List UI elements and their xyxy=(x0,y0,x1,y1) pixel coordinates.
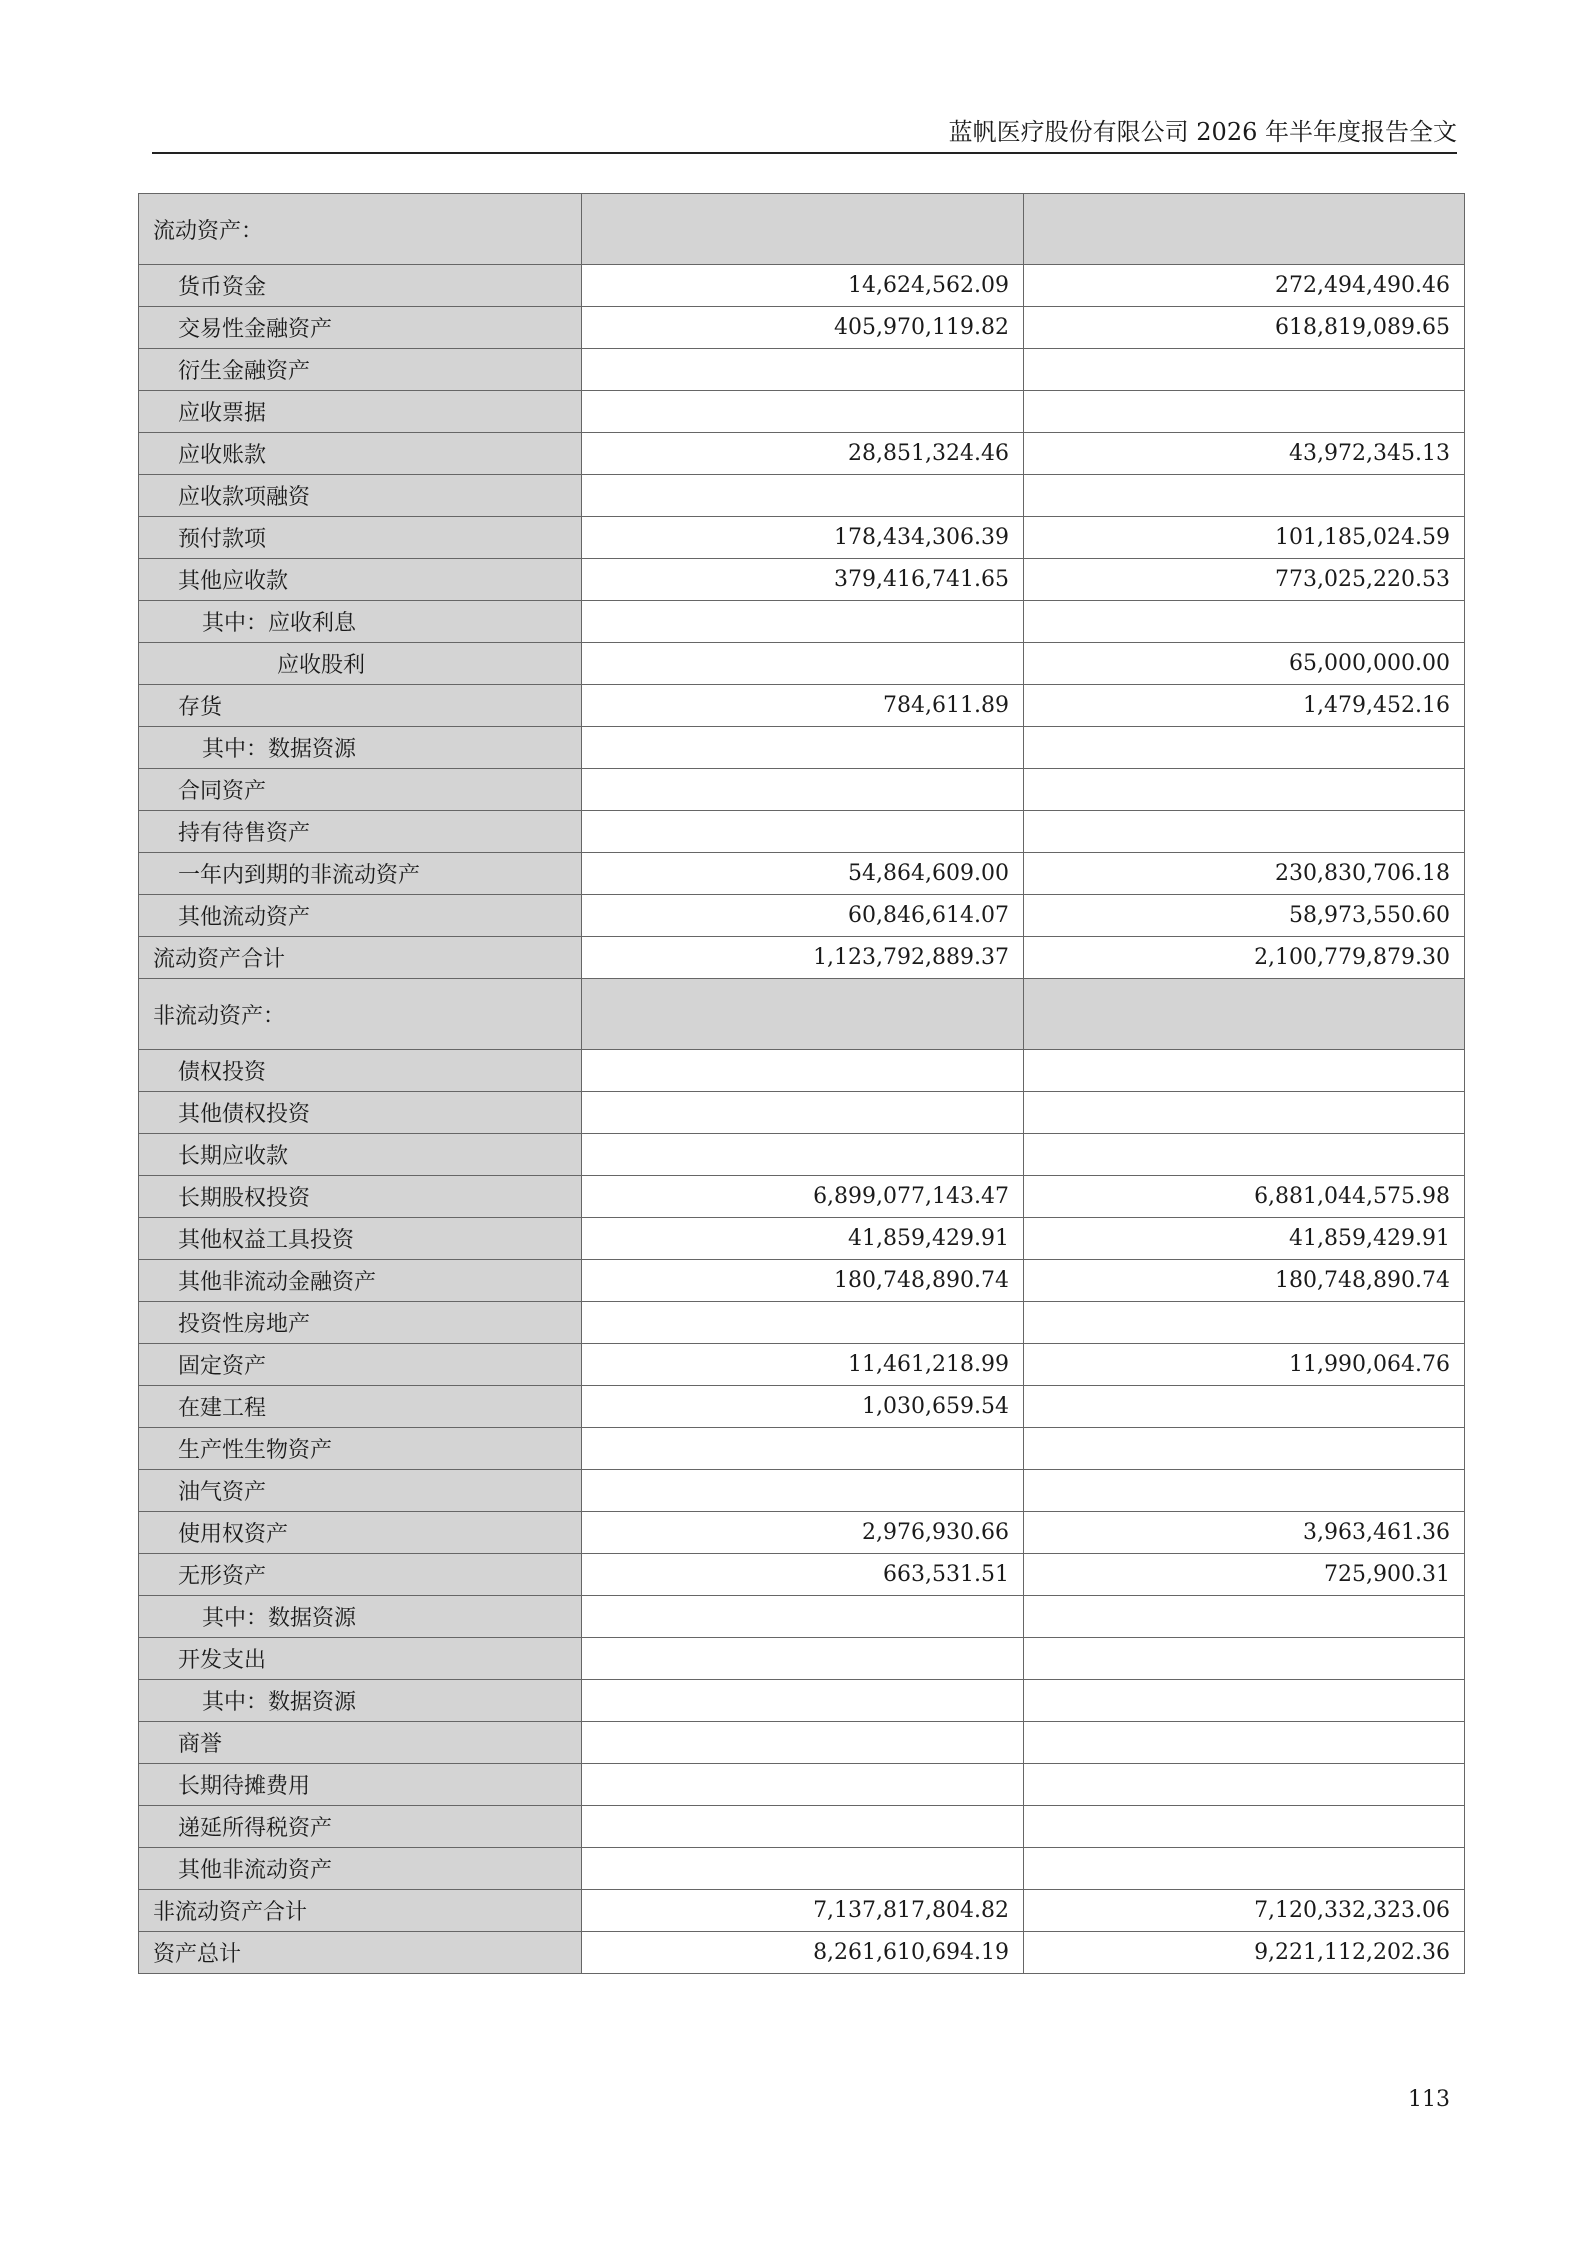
current-period-value xyxy=(582,391,1024,433)
row-label: 资产总计 xyxy=(139,1932,582,1974)
row-label: 合同资产 xyxy=(139,769,582,811)
table-row xyxy=(139,811,1465,853)
current-period-value: 405,970,119.82 xyxy=(582,307,1024,349)
current-period-value xyxy=(582,1302,1024,1344)
current-period-value xyxy=(582,1428,1024,1470)
current-period-value xyxy=(582,1680,1024,1722)
prior-period-value xyxy=(1024,979,1465,1050)
table-row xyxy=(139,1176,1465,1218)
table-row xyxy=(139,265,1465,307)
page-number: 113 xyxy=(1408,2087,1450,2112)
table-row xyxy=(139,1260,1465,1302)
current-period-value xyxy=(582,643,1024,685)
prior-period-value: 58,973,550.60 xyxy=(1024,895,1465,937)
row-label: 流动资产： xyxy=(139,194,582,265)
table-row xyxy=(139,1344,1465,1386)
row-label: 应收账款 xyxy=(139,433,582,475)
row-label: 开发支出 xyxy=(139,1638,582,1680)
section-header-row xyxy=(139,194,1465,265)
table-row xyxy=(139,1470,1465,1512)
row-label: 生产性生物资产 xyxy=(139,1428,582,1470)
row-label: 投资性房地产 xyxy=(139,1302,582,1344)
prior-period-value: 1,479,452.16 xyxy=(1024,685,1465,727)
row-label: 无形资产 xyxy=(139,1554,582,1596)
table-row xyxy=(139,517,1465,559)
row-label: 债权投资 xyxy=(139,1050,582,1092)
section-header-row xyxy=(139,979,1465,1050)
prior-period-value: 6,881,044,575.98 xyxy=(1024,1176,1465,1218)
current-period-value xyxy=(582,1470,1024,1512)
prior-period-value xyxy=(1024,727,1465,769)
prior-period-value: 180,748,890.74 xyxy=(1024,1260,1465,1302)
row-label: 流动资产合计 xyxy=(139,937,582,979)
row-label: 预付款项 xyxy=(139,517,582,559)
prior-period-value xyxy=(1024,1428,1465,1470)
row-label: 商誉 xyxy=(139,1722,582,1764)
row-label: 在建工程 xyxy=(139,1386,582,1428)
prior-period-value xyxy=(1024,475,1465,517)
table-row xyxy=(139,1050,1465,1092)
prior-period-value: 7,120,332,323.06 xyxy=(1024,1890,1465,1932)
row-label: 递延所得税资产 xyxy=(139,1806,582,1848)
prior-period-value: 41,859,429.91 xyxy=(1024,1218,1465,1260)
prior-period-value xyxy=(1024,391,1465,433)
row-label: 其他应收款 xyxy=(139,559,582,601)
prior-period-value xyxy=(1024,1302,1465,1344)
prior-period-value: 101,185,024.59 xyxy=(1024,517,1465,559)
current-period-value: 663,531.51 xyxy=(582,1554,1024,1596)
table-row xyxy=(139,1554,1465,1596)
table-row xyxy=(139,685,1465,727)
current-period-value xyxy=(582,1764,1024,1806)
table-row xyxy=(139,769,1465,811)
prior-period-value: 2,100,779,879.30 xyxy=(1024,937,1465,979)
table-row xyxy=(139,559,1465,601)
current-period-value: 1,030,659.54 xyxy=(582,1386,1024,1428)
row-label: 固定资产 xyxy=(139,1344,582,1386)
current-period-value xyxy=(582,1050,1024,1092)
row-label: 其他流动资产 xyxy=(139,895,582,937)
prior-period-value xyxy=(1024,1806,1465,1848)
current-period-value: 784,611.89 xyxy=(582,685,1024,727)
table-row xyxy=(139,1302,1465,1344)
row-label: 其中：数据资源 xyxy=(139,727,582,769)
current-period-value xyxy=(582,1134,1024,1176)
table-row xyxy=(139,1428,1465,1470)
prior-period-value: 618,819,089.65 xyxy=(1024,307,1465,349)
table-row xyxy=(139,433,1465,475)
table-row xyxy=(139,643,1465,685)
prior-period-value xyxy=(1024,769,1465,811)
row-label: 长期待摊费用 xyxy=(139,1764,582,1806)
table-row xyxy=(139,307,1465,349)
row-label: 其中：数据资源 xyxy=(139,1680,582,1722)
current-period-value: 1,123,792,889.37 xyxy=(582,937,1024,979)
current-period-value xyxy=(582,1596,1024,1638)
row-label: 非流动资产合计 xyxy=(139,1890,582,1932)
table-row xyxy=(139,1638,1465,1680)
table-row xyxy=(139,1596,1465,1638)
row-label: 衍生金融资产 xyxy=(139,349,582,391)
row-label: 使用权资产 xyxy=(139,1512,582,1554)
total-row xyxy=(139,1932,1465,1974)
current-period-value xyxy=(582,194,1024,265)
current-period-value xyxy=(582,1722,1024,1764)
table-row xyxy=(139,895,1465,937)
table-row xyxy=(139,853,1465,895)
current-period-value xyxy=(582,349,1024,391)
balance-sheet-body xyxy=(139,194,1465,1974)
current-period-value: 41,859,429.91 xyxy=(582,1218,1024,1260)
prior-period-value xyxy=(1024,1764,1465,1806)
prior-period-value: 65,000,000.00 xyxy=(1024,643,1465,685)
current-period-value: 54,864,609.00 xyxy=(582,853,1024,895)
prior-period-value xyxy=(1024,1050,1465,1092)
current-period-value: 28,851,324.46 xyxy=(582,433,1024,475)
prior-period-value: 773,025,220.53 xyxy=(1024,559,1465,601)
current-period-value xyxy=(582,811,1024,853)
current-period-value: 6,899,077,143.47 xyxy=(582,1176,1024,1218)
prior-period-value xyxy=(1024,1722,1465,1764)
current-period-value: 2,976,930.66 xyxy=(582,1512,1024,1554)
document-header-title: 蓝帆医疗股份有限公司 2026 年半年度报告全文 xyxy=(948,118,1457,146)
table-row xyxy=(139,349,1465,391)
prior-period-value: 230,830,706.18 xyxy=(1024,853,1465,895)
row-label: 货币资金 xyxy=(139,265,582,307)
row-label: 其他债权投资 xyxy=(139,1092,582,1134)
table-row xyxy=(139,601,1465,643)
prior-period-value xyxy=(1024,1386,1465,1428)
row-label: 应收票据 xyxy=(139,391,582,433)
row-label: 交易性金融资产 xyxy=(139,307,582,349)
table-row xyxy=(139,1218,1465,1260)
prior-period-value xyxy=(1024,1470,1465,1512)
current-period-value xyxy=(582,769,1024,811)
row-label: 油气资产 xyxy=(139,1470,582,1512)
row-label: 应收股利 xyxy=(139,643,582,685)
current-period-value xyxy=(582,1092,1024,1134)
prior-period-value xyxy=(1024,1638,1465,1680)
prior-period-value xyxy=(1024,194,1465,265)
balance-sheet-table xyxy=(138,193,1465,1974)
row-label: 其他非流动金融资产 xyxy=(139,1260,582,1302)
row-label: 其他非流动资产 xyxy=(139,1848,582,1890)
total-row xyxy=(139,937,1465,979)
prior-period-value: 272,494,490.46 xyxy=(1024,265,1465,307)
table-row xyxy=(139,1512,1465,1554)
prior-period-value: 11,990,064.76 xyxy=(1024,1344,1465,1386)
prior-period-value xyxy=(1024,1596,1465,1638)
prior-period-value: 3,963,461.36 xyxy=(1024,1512,1465,1554)
prior-period-value xyxy=(1024,1092,1465,1134)
table-row xyxy=(139,1386,1465,1428)
current-period-value xyxy=(582,1848,1024,1890)
prior-period-value xyxy=(1024,811,1465,853)
current-period-value: 11,461,218.99 xyxy=(582,1344,1024,1386)
table-row xyxy=(139,727,1465,769)
row-label: 其中：数据资源 xyxy=(139,1596,582,1638)
current-period-value: 14,624,562.09 xyxy=(582,265,1024,307)
current-period-value xyxy=(582,727,1024,769)
current-period-value: 178,434,306.39 xyxy=(582,517,1024,559)
current-period-value: 8,261,610,694.19 xyxy=(582,1932,1024,1974)
current-period-value: 379,416,741.65 xyxy=(582,559,1024,601)
current-period-value xyxy=(582,979,1024,1050)
prior-period-value xyxy=(1024,349,1465,391)
current-period-value xyxy=(582,1806,1024,1848)
row-label: 其中：应收利息 xyxy=(139,601,582,643)
current-period-value: 180,748,890.74 xyxy=(582,1260,1024,1302)
table-row xyxy=(139,391,1465,433)
row-label: 长期股权投资 xyxy=(139,1176,582,1218)
row-label: 存货 xyxy=(139,685,582,727)
table-row xyxy=(139,1680,1465,1722)
table-row xyxy=(139,1764,1465,1806)
current-period-value xyxy=(582,475,1024,517)
current-period-value: 60,846,614.07 xyxy=(582,895,1024,937)
total-row xyxy=(139,1890,1465,1932)
table-row xyxy=(139,1722,1465,1764)
prior-period-value: 43,972,345.13 xyxy=(1024,433,1465,475)
header-divider xyxy=(152,152,1457,154)
row-label: 非流动资产： xyxy=(139,979,582,1050)
current-period-value: 7,137,817,804.82 xyxy=(582,1890,1024,1932)
table-row xyxy=(139,1848,1465,1890)
current-period-value xyxy=(582,601,1024,643)
prior-period-value xyxy=(1024,1848,1465,1890)
prior-period-value: 725,900.31 xyxy=(1024,1554,1465,1596)
table-row xyxy=(139,475,1465,517)
prior-period-value xyxy=(1024,1134,1465,1176)
table-row xyxy=(139,1806,1465,1848)
prior-period-value: 9,221,112,202.36 xyxy=(1024,1932,1465,1974)
row-label: 其他权益工具投资 xyxy=(139,1218,582,1260)
row-label: 持有待售资产 xyxy=(139,811,582,853)
table-row xyxy=(139,1092,1465,1134)
row-label: 一年内到期的非流动资产 xyxy=(139,853,582,895)
row-label: 长期应收款 xyxy=(139,1134,582,1176)
prior-period-value xyxy=(1024,1680,1465,1722)
table-row xyxy=(139,1134,1465,1176)
prior-period-value xyxy=(1024,601,1465,643)
current-period-value xyxy=(582,1638,1024,1680)
row-label: 应收款项融资 xyxy=(139,475,582,517)
